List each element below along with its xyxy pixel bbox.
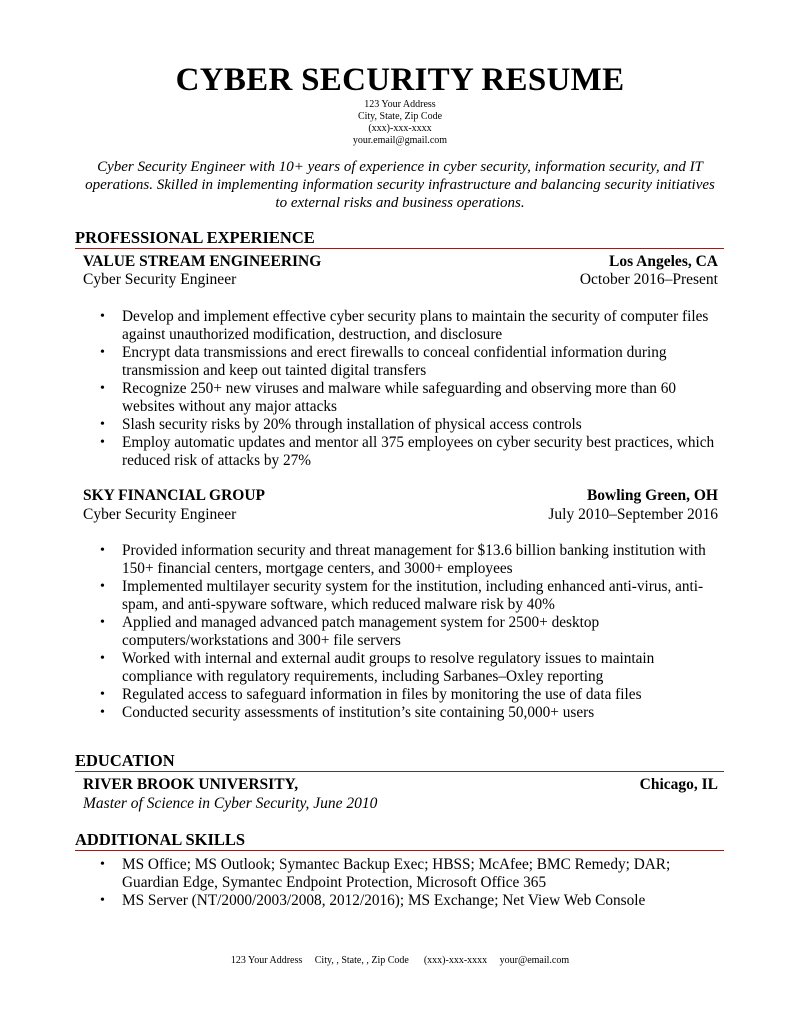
job-1-role: Cyber Security Engineer: [83, 271, 237, 288]
list-item: • Develop and implement effective cyber security plans to maintain the security of computer files against unauthorized modification, destruction, and disclosure: [122, 308, 728, 344]
job-1-dates: October 2016–Present: [579, 271, 718, 288]
contact-city: City, State, Zip Code: [357, 111, 443, 122]
contact-address: 123 Your Address: [364, 99, 436, 110]
list-item: • Worked with internal and external audit groups to resolve regulatory issues to maintain compliance with regulatory requirements, including Sarbanes–Oxley reporting: [122, 650, 728, 686]
list-item: • MS Server (NT/2000/2003/2008, 2012/2016); MS Exchange; Net View Web Console: [122, 892, 728, 910]
list-item: • Applied and managed advanced patch management system for 2500+ desktop computers/workstations and 300+ file servers: [122, 614, 728, 650]
footer-contact: 123 Your Address City, , State, , Zip Code (xxx)-xxx-xxxx your@email.com: [230, 955, 570, 966]
skills-bullets: [122, 856, 728, 910]
education-location: Chicago, IL: [639, 776, 718, 793]
education-school: RIVER BROOK UNIVERSITY,: [83, 776, 299, 793]
job-2-header: [83, 487, 718, 505]
job-2-location: Bowling Green, OH: [586, 487, 718, 504]
job-1-location: Los Angeles, CA: [609, 253, 718, 270]
education-header: [83, 776, 718, 794]
job-1-header: [83, 253, 718, 271]
job-1-subheader: [83, 271, 718, 289]
list-item: • Encrypt data transmissions and erect firewalls to conceal confidential information during transmission and keep out tainted digital transfers: [122, 344, 728, 380]
list-item: • Provided information security and threat management for $13.6 billion banking institution with 150+ financial centers, mortgage centers, and 3000+ employees: [122, 542, 728, 578]
list-item: • Employ automatic updates and mentor all 375 employees on cyber security best practices, which reduced risk of attacks by 27%: [122, 434, 728, 470]
job-2-role: Cyber Security Engineer: [83, 506, 237, 523]
list-item: • Slash security risks by 20% through installation of physical access controls: [122, 416, 728, 434]
list-item: • Implemented multilayer security system for the institution, including enhanced anti-virus, anti-spam, and anti-spyware software, which reduced malware risk by 40%: [122, 578, 728, 614]
skills-heading: ADDITIONAL SKILLS: [75, 831, 724, 851]
job-1-bullets: [122, 308, 728, 470]
job-2-subheader: [83, 506, 718, 524]
job-2-dates: July 2010–September 2016: [548, 506, 718, 523]
job-1-company: VALUE STREAM ENGINEERING: [83, 253, 322, 270]
summary-paragraph: Cyber Security Engineer with 10+ years of experience in cyber security, information security, and IT operations. Skilled in implementing information security infrastructure and balancing security initiatives to external risks and business operations.: [85, 159, 715, 211]
experience-heading: PROFESSIONAL EXPERIENCE: [75, 229, 724, 249]
list-item: • Recognize 250+ new viruses and malware while safeguarding and observing more than 60 websites without any major attacks: [122, 380, 728, 416]
resume-title: CYBER SECURITY RESUME: [175, 62, 625, 98]
contact-email: your.email@gmail.com: [352, 135, 448, 146]
job-2-bullets: [122, 542, 728, 722]
list-item: • MS Office; MS Outlook; Symantec Backup Exec; HBSS; McAfee; BMC Remedy; DAR; Guardian Edge, Symantec Endpoint Protection, Microsoft Office 365: [122, 856, 728, 892]
education-heading: EDUCATION: [75, 752, 724, 772]
list-item: • Conducted security assessments of institution’s site containing 50,000+ users: [122, 704, 728, 722]
job-2-company: SKY FINANCIAL GROUP: [83, 487, 265, 504]
contact-block: [0, 99, 800, 147]
contact-phone: (xxx)-xxx-xxxx: [368, 123, 432, 134]
education-degree: Master of Science in Cyber Security, June 2010: [83, 795, 378, 812]
list-item: • Regulated access to safeguard information in files by monitoring the use of data files: [122, 686, 728, 704]
